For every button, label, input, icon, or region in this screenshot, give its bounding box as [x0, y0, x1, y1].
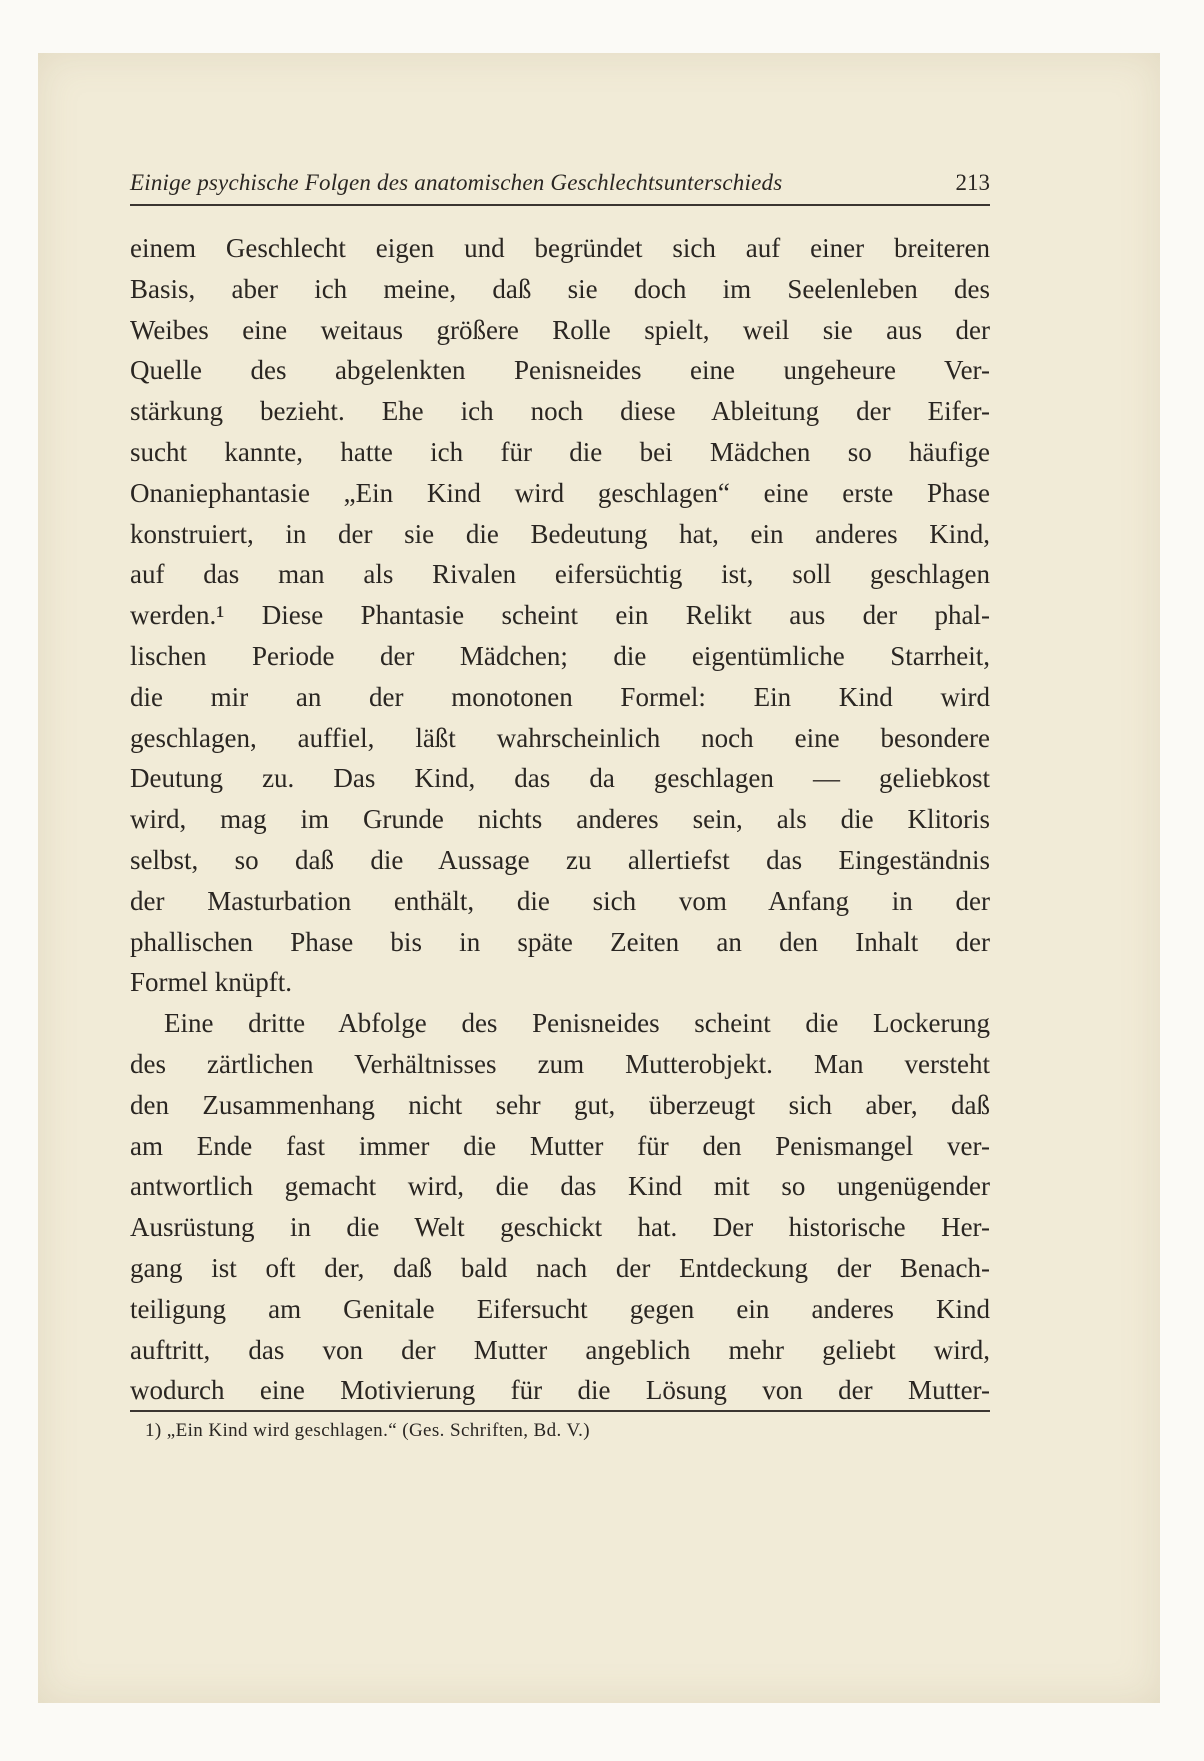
text-line: auftritt, das von der Mutter angeblich mehr geliebt wird,: [130, 1334, 990, 1365]
text-line: geschlagen, auffiel, läßt wahrscheinlich noch eine besondere: [130, 722, 990, 753]
text-line: phallischen Phase bis in späte Zeiten an den Inhalt der: [130, 926, 990, 957]
text-line: konstruiert, in der sie die Bedeutung hat, ein anderes Kind,: [130, 518, 990, 549]
text-line: gang ist oft der, daß bald nach der Entdeckung der Benach-: [130, 1252, 990, 1283]
text-line: einem Geschlecht eigen und begründet sich auf einer breiteren: [130, 233, 990, 263]
text-line: den Zusammenhang nicht sehr gut, überzeugt sich aber, daß: [130, 1089, 990, 1120]
body-text: [130, 228, 990, 1411]
text-line: die mir an der monotonen Formel: Ein Kind wird: [130, 681, 990, 712]
text-line: Basis, aber ich meine, daß sie doch im Seelenleben des: [130, 273, 990, 304]
running-header: [130, 168, 990, 206]
footnote-rule: [130, 1410, 990, 1412]
text-line: Quelle des abgelenkten Penisneides eine ungeheure Ver-: [130, 355, 990, 386]
text-line: Formel knüpft.: [130, 967, 292, 998]
text-line: werden.¹ Diese Phantasie scheint ein Relikt aus der phal-: [130, 600, 990, 631]
text-line: teiligung am Genitale Eifersucht gegen ein anderes Kind: [130, 1293, 990, 1324]
text-line: der Masturbation enthält, die sich vom Anfang in der: [130, 885, 990, 916]
text-line: wird, mag im Grunde nichts anderes sein, als die Klitoris: [130, 804, 990, 835]
text-line: am Ende fast immer die Mutter für den Penismangel ver-: [130, 1130, 990, 1161]
page-number: 213: [955, 170, 990, 195]
text-line: auf das man als Rivalen eifersüchtig ist, soll geschlagen: [130, 559, 990, 590]
text-line: Eine dritte Abfolge des Penisneides scheint die Lockerung: [164, 1008, 990, 1039]
text-line: Ausrüstung in die Welt geschickt hat. Der historische Her-: [130, 1212, 990, 1243]
text-line: Deutung zu. Das Kind, das da geschlagen — geliebkost: [130, 763, 990, 794]
text-line: Onaniephantasie „Ein Kind wird geschlagen“ eine erste Phase: [130, 477, 990, 508]
text-line: des zärtlichen Verhältnisses zum Mutterobjekt. Man versteht: [130, 1048, 990, 1079]
text-line: antwortlich gemacht wird, die das Kind mit so ungenügender: [130, 1171, 990, 1202]
footnote: 1) „Ein Kind wird geschlagen.“ (Ges. Schriften, Bd. V.): [145, 1420, 591, 1441]
text-line: lischen Periode der Mädchen; die eigentümliche Starrheit,: [130, 640, 990, 671]
text-line: selbst, so daß die Aussage zu allertiefst das Eingeständnis: [130, 844, 990, 875]
running-title: Einige psychische Folgen des anatomischen Geschlechtsunterschieds: [130, 170, 783, 195]
text-line: wodurch eine Motivierung für die Lösung von der Mutter-: [130, 1375, 990, 1406]
text-line: stärkung bezieht. Ehe ich noch diese Ableitung der Eifer-: [130, 396, 990, 427]
text-line: sucht kannte, hatte ich für die bei Mädchen so häufige: [130, 436, 990, 467]
text-line: Weibes eine weitaus größere Rolle spielt, weil sie aus der: [130, 314, 990, 345]
